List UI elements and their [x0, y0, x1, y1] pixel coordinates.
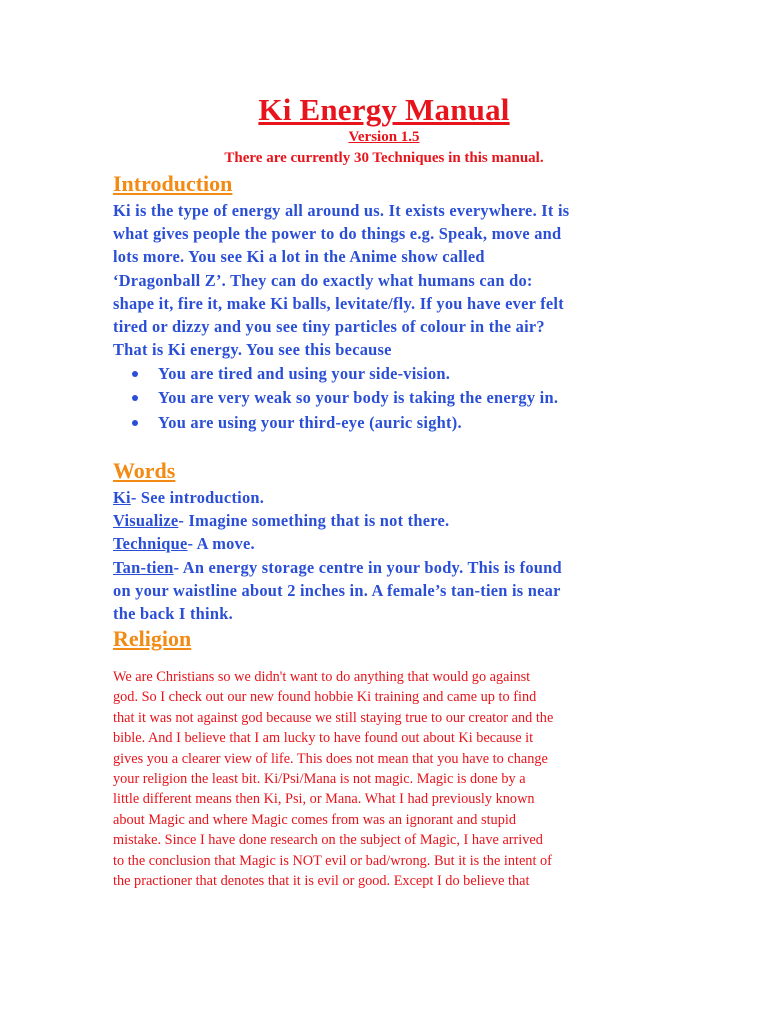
religion-line: We are Christians so we didn't want to do anything that would go against — [113, 669, 531, 685]
intro-line: shape it, fire it, make Ki balls, levitate/fly. If you have ever felt — [113, 293, 564, 313]
glossary-term: Ki — [113, 488, 131, 507]
list-item — [113, 386, 673, 410]
religion-line: god. So I check out our new found hobbie Ki training and came up to find — [113, 689, 537, 706]
intro-line: lots more. You see Ki a lot in the Anime show called — [113, 247, 485, 267]
religion-line: gives you a clearer view of life. This does not mean that you have to change — [113, 750, 548, 767]
bullet-text: You are very weak so your body is taking the energy in. — [158, 388, 559, 408]
religion-body — [113, 667, 658, 891]
religion-line: the practioner that denotes that it is evil or good. Except I do believe that — [113, 873, 530, 890]
intro-line: what gives people the power to do things e.g. Speak, move and — [113, 224, 562, 244]
religion-line: that it was not against god because we still staying true to our creator and the — [113, 709, 554, 726]
bullet-icon — [132, 371, 138, 377]
version-label: Version 1.5 — [348, 129, 420, 145]
religion-line: about Magic and where Magic comes from was an ignorant and stupid — [113, 811, 516, 828]
glossary-term: Technique — [113, 534, 188, 554]
religion-line: to the conclusion that Magic is NOT evil or bad/wrong. But it is the intent of — [113, 852, 552, 869]
religion-line: little different means then Ki, Psi, or Mana. What I had previously known — [113, 791, 535, 808]
glossary-definition: - Imagine something that is not there. — [178, 511, 450, 531]
list-item — [113, 362, 673, 386]
bullet-text: You are using your third-eye (auric sight). — [158, 412, 462, 432]
glossary-definition: - A move. — [187, 534, 255, 554]
religion-line: your religion the least bit. Ki/Psi/Mana is not magic. Magic is done by a — [113, 771, 526, 788]
bullet-icon — [132, 420, 138, 426]
glossary-continuation: on your waistline about 2 inches in. A female’s tan-tien is near — [113, 580, 561, 600]
glossary-entry-technique — [113, 532, 658, 555]
glossary-entry-visualize — [113, 509, 658, 532]
glossary-entry-ki — [113, 486, 658, 509]
introduction-body — [113, 199, 658, 361]
glossary-definition: - See introduction. — [130, 488, 265, 507]
glossary-definition: - An energy storage centre in your body. This is found — [173, 557, 562, 577]
religion-heading: Religion — [113, 626, 192, 651]
religion-line: mistake. Since I have done research on the subject of Magic, I have arrived — [113, 832, 543, 849]
glossary-entry-tan-tien — [113, 556, 658, 579]
intro-line: That is Ki energy. You see this because — [113, 340, 392, 360]
intro-line: Ki is the type of energy all around us. It exists everywhere. It is — [113, 201, 570, 220]
technique-count-text: There are currently 30 Techniques in this manual. — [224, 150, 544, 166]
introduction-bullet-list — [113, 362, 673, 435]
glossary-term: Tan-tien — [113, 557, 174, 577]
intro-line: tired or dizzy and you see tiny particles of colour in the air? — [113, 317, 545, 337]
document-title: Ki Energy Manual — [258, 92, 510, 127]
bullet-text: You are tired and using your side-vision. — [158, 364, 451, 383]
glossary-term: Visualize — [113, 511, 179, 531]
list-item — [113, 411, 673, 435]
introduction-heading: Introduction — [113, 171, 233, 196]
words-glossary — [113, 486, 658, 625]
religion-line: bible. And I believe that I am lucky to have found out about Ki because it — [113, 730, 534, 747]
bullet-icon — [132, 395, 138, 401]
intro-line: ‘Dragonball Z’. They can do exactly what humans can do: — [113, 270, 533, 290]
words-heading: Words — [113, 458, 176, 483]
glossary-continuation: the back I think. — [113, 604, 233, 624]
